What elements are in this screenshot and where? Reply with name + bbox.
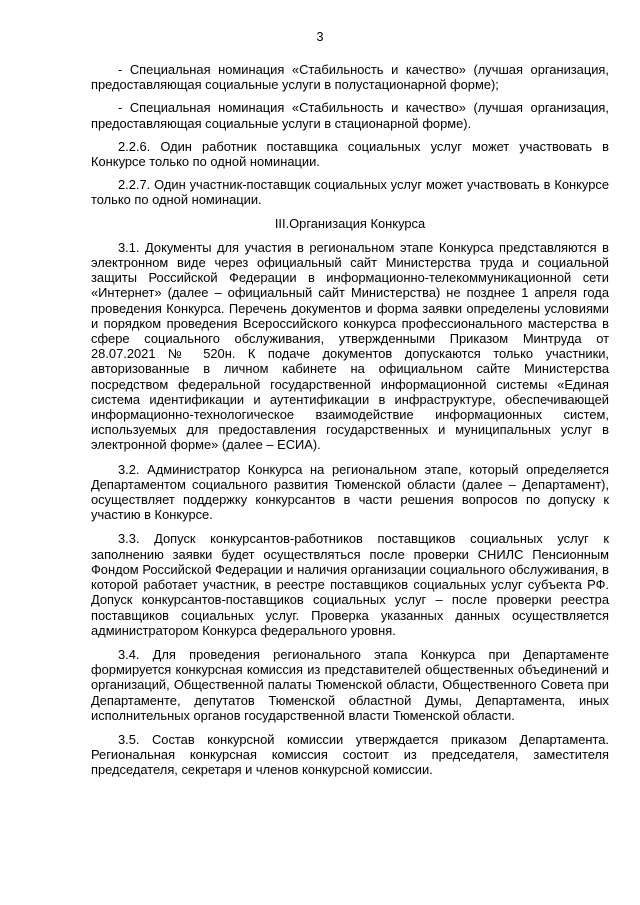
paragraph-3-4: 3.4. Для проведения регионального этапа Конкурса при Департаменте формируется конкурсная комиссия из представителей общественных объединений и организаций, Общественной палаты Тюменской области, Общественного Совета при Департаменте, депутатов Тюменской областной Думы, Департамента, иных исполнительных органов государственной власти Тюменской области.	[91, 646, 609, 723]
paragraph-3-2: 3.2. Администратор Конкурса на региональном этапе, который определяется Департаментом социального развития Тюменской области (далее – Департамент), осуществляет поддержку конкурсантов в части решения вопросов по допуску к участию в Конкурсе.	[91, 461, 609, 523]
paragraph-3-1: 3.1. Документы для участия в региональном этапе Конкурса представляются в электронном виде через официальный сайт Министерства труда и социальной защиты Российской Федерации в информационно-телекоммуникационной сети «Интернет» (далее – официальный сайт Министерства) не позднее 1 апреля года проведения Конкурса. Перечень документов и форма заявки определены условиями и порядком проведения Всероссийского конкурса профессионального мастерства в сфере социального обслуживания, утвержденными Приказом Минтруда от 28.07.2021 № 520н. К подаче документов допускаются только участники, авторизованные в личном кабинете на официальном сайте Министерства посредством федеральной государственной информационной системы «Единая система идентификации и аутентификации в инфраструктуре, обеспечивающей информационно-технологическое взаимодействие информационных систем, используемых для предоставления государственных и муниципальных услуг в электронной форме» (далее – ЕСИА).	[91, 239, 609, 453]
document-body	[91, 62, 609, 787]
paragraph-2-2-7: 2.2.7. Один участник-поставщик социальных услуг может участвовать в Конкурсе только по одной номинации.	[91, 177, 609, 208]
page-number: 3	[316, 30, 324, 44]
paragraph-nomination-stationary: - Специальная номинация «Стабильность и качество» (лучшая организация, предоставляющая социальные услуги в стационарной форме).	[91, 100, 609, 131]
paragraph-nomination-semistationary: - Специальная номинация «Стабильность и качество» (лучшая организация, предоставляющая социальные услуги в полустационарной форме);	[91, 62, 609, 93]
paragraph-3-5: 3.5. Состав конкурсной комиссии утверждается приказом Департамента. Региональная конкурсная комиссия состоит из председателя, заместителя председателя, секретаря и членов конкурсной комиссии.	[91, 731, 609, 778]
section-heading: III.Организация Конкурса	[274, 215, 426, 231]
paragraph-3-3: 3.3. Допуск конкурсантов-работников поставщиков социальных услуг к заполнению заявки будет осуществляться после проверки СНИЛС Пенсионным Фондом Российской Федерации и наличия организации социального обслуживания, в которой работает участник, в реестре поставщиков социальных услуг субъекта РФ. Допуск конкурсантов-поставщиков социальных услуг – после проверки реестра поставщиков социальных услуг. Проверка указанных данных осуществляется администратором Конкурса федерального уровня.	[91, 531, 609, 638]
paragraph-2-2-6: 2.2.6. Один работник поставщика социальных услуг может участвовать в Конкурсе только по одной номинации.	[91, 138, 609, 170]
